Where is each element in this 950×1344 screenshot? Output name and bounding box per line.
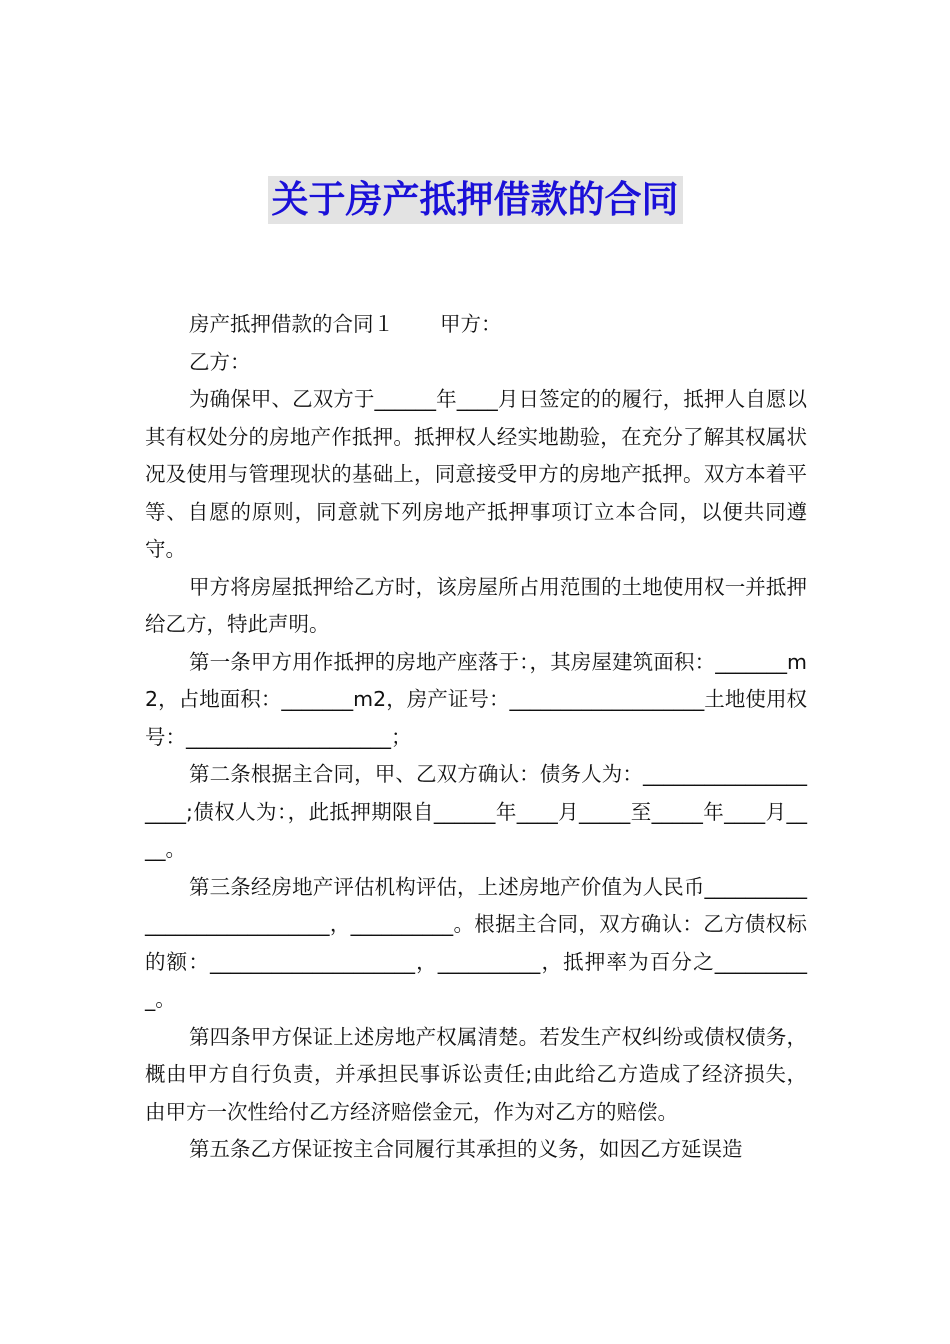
contract-heading-line bbox=[145, 306, 807, 344]
article-2: 第二条根据主合同，甲、乙双方确认：债务人为：____________________;债权人为：，此抵押期限自______年____月_____至_____年____月____。 bbox=[145, 762, 807, 861]
article-4: 第四条甲方保证上述房地产权属清楚。若发生产权纠纷或债权债务，概由甲方自行负责，并承担民事诉讼责任;由此给乙方造成了经济损失，由甲方一次性给付乙方经济赔偿金元，作为对乙方的赔偿。 bbox=[145, 1024, 807, 1124]
document-body bbox=[145, 306, 807, 1169]
paragraph-land-use: 甲方将房屋抵押给乙方时，该房屋所占用范围的土地使用权一并抵押给乙方，特此声明。 bbox=[145, 574, 807, 636]
title-container bbox=[0, 176, 950, 224]
document-title: 关于房产抵押借款的合同 bbox=[268, 176, 683, 224]
contract-subtitle: 房产抵押借款的合同１ bbox=[189, 312, 394, 336]
article-1: 第一条甲方用作抵押的房地产座落于：，其房屋建筑面积：_______m2，占地面积：_______m2，房产证号：___________________土地使用权号：____________________； bbox=[145, 649, 807, 749]
article-3: 第三条经房地产评估机构评估，上述房地产价值为人民币____________________________，__________。根据主合同，双方确认：乙方债权标的额：____________________，__________，抵押率为百分之__________。 bbox=[145, 874, 807, 1011]
party-b-label: 乙方： bbox=[189, 349, 251, 374]
paragraph-preamble: 为确保甲、乙双方于______年____月日签定的的履行，抵押人自愿以其有权处分的房地产作抵押。抵押权人经实地勘验，在充分了解其权属状况及使用与管理现状的基础上，同意接受甲方的房地产抵押。双方本着平等、自愿的原则，同意就下列房地产抵押事项订立本合同，以便共同遵守。 bbox=[145, 387, 807, 561]
article-5: 第五条乙方保证按主合同履行其承担的义务，如因乙方延误造 bbox=[189, 1137, 743, 1161]
party-a-label: 甲方： bbox=[440, 312, 502, 336]
